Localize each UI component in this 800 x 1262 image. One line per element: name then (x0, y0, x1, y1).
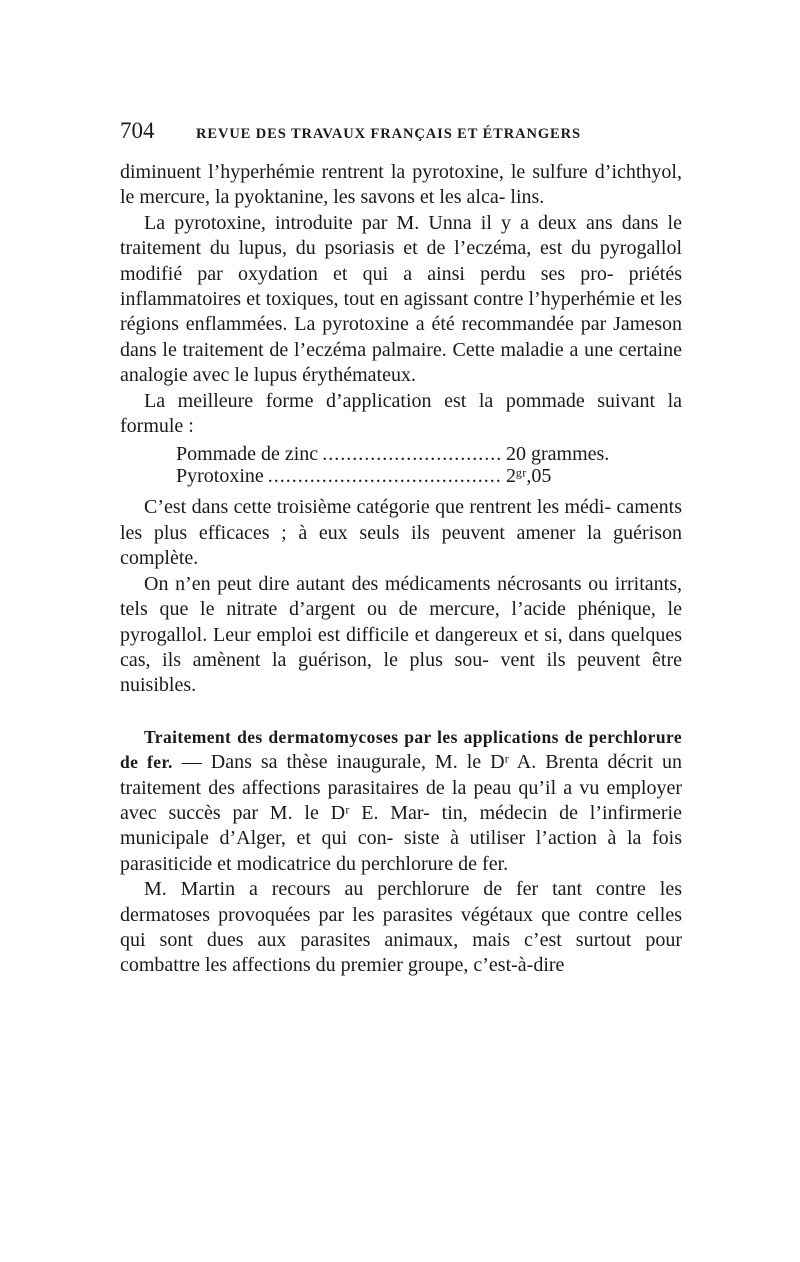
formula-ingredient: Pommade de zinc (176, 443, 319, 466)
formula-ingredient: Pyrotoxine (176, 465, 264, 488)
section-title: Traitement des dermatomycoses par les applications de perchlorure de fer. (120, 726, 682, 773)
paragraph-martin: M. Martin a recours au perchlorure de fer tant contre les dermatoses provoquées par les parasites végétaux que contre celles qui sont dues aux parasites animaux, mais c’est surtout pour combattre les affections du premier groupe, c’est-à-dire (120, 878, 682, 977)
dot-leader (322, 443, 502, 465)
formula-quantity: 2ᵍʳ,05 (506, 465, 552, 488)
paragraph-dermatomycoses (120, 725, 682, 877)
paragraph-third-category: C’est dans cette troisième catégorie que rentrent les médi- caments les plus efficaces ; à eux seuls ils peuvent amener la guérison complète. (120, 496, 682, 570)
formula-row (176, 443, 636, 465)
formula-table (176, 443, 636, 487)
formula-quantity: 20 grammes. (506, 443, 610, 466)
body-text (120, 160, 682, 979)
text-column (120, 118, 682, 979)
running-head-title: REVUE DES TRAVAUX FRANÇAIS ET ÉTRANGERS (196, 126, 581, 142)
running-head (120, 118, 682, 158)
section-spacer (120, 699, 682, 725)
paragraph-pyrotoxine: La pyrotoxine, introduite par M. Unna il y a deux ans dans le traitement du lupus, du psoriasis et de l’eczéma, est du pyrogallol modifié par oxydation et qui a ainsi perdu ses pro- priétés inflammatoires et toxiques, tout en agissant contre l’hyperhémie et les régions enflammées. La pyrotoxine a été recommandée par Jameson dans le traitement de l’eczéma palmaire. Cette maladie a une certaine analogie avec le lupus érythémateux. (120, 211, 682, 387)
dot-leader (268, 465, 502, 487)
paragraph-continuation: diminuent l’hyperhémie rentrent la pyrotoxine, le sulfure d’ichthyol, le mercure, la pyoktanine, les savons et les alca- lins. (120, 161, 682, 209)
paragraph-formula-intro: La meilleure forme d’application est la pommade suivant la formule : (120, 389, 682, 438)
paragraph-necrosants: On n’en peut dire autant des médicaments nécrosants ou irritants, tels que le nitrate d’argent ou de mercure, l’acide phénique, le pyrogallol. Leur emploi est difficile et dangereux et si, dans quelques cas, ils amènent la guérison, le plus sou- vent ils peuvent être nuisibles. (120, 572, 682, 697)
section-body: — Dans sa thèse inaugurale, M. le Dʳ A. Brenta décrit un traitement des affections parasitaires de la peau qu’il a vu employer avec succès par M. le Dʳ E. Mar- tin, médecin de l’infirmerie municipale d’Alger, et qui con- siste à utiliser l’action à la fois parasiticide et modicatrice du perchlorure de fer. (120, 751, 682, 875)
formula-row (176, 465, 636, 487)
page-number: 704 (120, 118, 155, 143)
